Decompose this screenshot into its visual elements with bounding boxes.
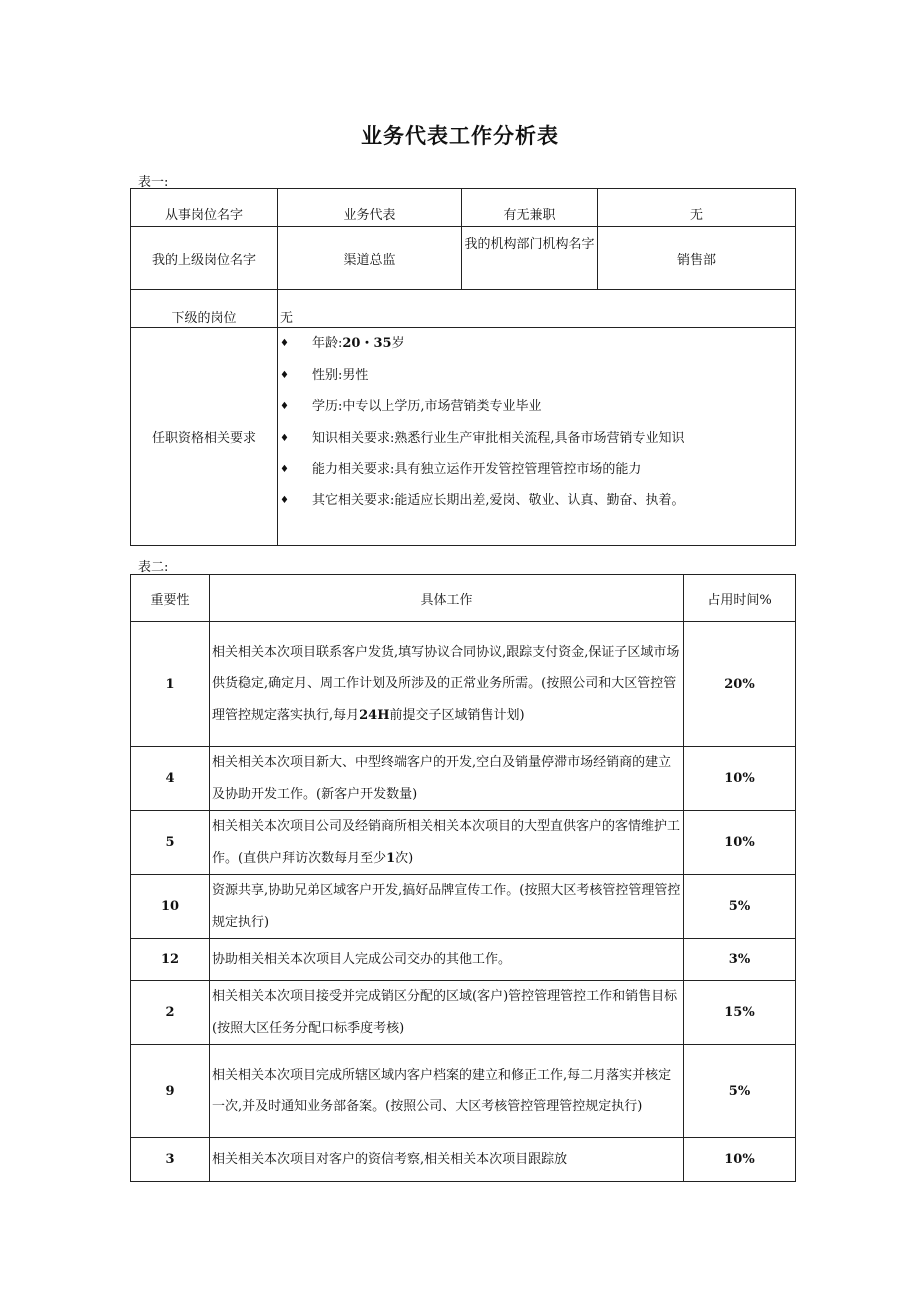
document-title: 业务代表工作分析表 [361,124,559,148]
part-time-label: 有无兼职 [462,189,598,227]
importance-cell: 2 [131,981,210,1045]
superior-label: 我的上级岗位名字 [131,227,278,290]
table-row [131,1138,796,1182]
header-importance: 重要性 [131,575,210,622]
table-row [131,747,796,811]
task-cell: 相关相关本次项目联系客户发货,填写协议合同协议,跟踪支付资金,保证子区域市场供货稳定,确定月、周工作计划及所涉及的正常业务所需。(按照公司和大区管控管理管控规定落实执行,每月24H前提交子区域销售计划) [210,622,684,747]
time-percent-cell: 3% [684,939,796,981]
post-name-value: 业务代表 [278,189,462,227]
table-row [131,622,796,747]
table-row [131,1045,796,1138]
importance-cell: 4 [131,747,210,811]
requirement-item: ♦ 学历:中专以上学历,市场营销类专业毕业 [278,391,795,423]
post-name-label: 从事岗位名字 [131,189,278,227]
superior-value: 渠道总监 [278,227,462,290]
importance-cell: 12 [131,939,210,981]
part-time-value: 无 [598,189,796,227]
time-percent-cell: 5% [684,1045,796,1138]
requirements-cell [278,328,796,546]
importance-cell: 5 [131,811,210,875]
task-cell: 协助相关相关本次项目人完成公司交办的其他工作。 [210,939,684,981]
diamond-bullet-icon: ♦ [280,495,289,506]
task-cell: 资源共享,协助兄弟区域客户开发,搞好品牌宣传工作。(按照大区考核管控管理管控规定执行) [210,875,684,939]
diamond-bullet-icon: ♦ [280,463,289,475]
time-percent-cell: 10% [684,747,796,811]
diamond-bullet-icon: ♦ [280,432,289,444]
header-task: 具体工作 [210,575,684,622]
job-info-table [130,188,796,546]
requirement-item: ♦ 能力相关要求:具有独立运作开发管控管理管控市场的能力 [278,454,795,486]
subordinate-value: 无 [278,290,796,328]
requirement-item: ♦ 年龄:20・35岁 [278,328,795,360]
table-row [131,981,796,1045]
table1-caption: 表一: [138,175,169,190]
task-cell: 相关相关本次项目新大、中型终端客户的开发,空白及销量停滞市场经销商的建立及协助开发工作。(新客户开发数量) [210,747,684,811]
time-percent-cell: 20% [684,622,796,747]
requirement-item: ♦ 知识相关要求:熟悉行业生产审批相关流程,具备市场营销专业知识 [278,423,795,454]
diamond-bullet-icon: ♦ [280,369,289,381]
importance-cell: 9 [131,1045,210,1138]
task-cell: 相关相关本次项目公司及经销商所相关相关本次项目的大型直供客户的客情维护工作。(直供户拜访次数每月至少1次) [210,811,684,875]
requirements-list [278,328,795,517]
qualification-label: 任职资格相关要求 [131,328,278,546]
task-cell: 相关相关本次项目完成所辖区域内客户档案的建立和修正工作,每二月落实并核定一次,并及时通知业务部备案。(按照公司、大区考核管控管理管控规定执行) [210,1045,684,1138]
diamond-bullet-icon: ♦ [280,401,289,412]
time-percent-cell: 5% [684,875,796,939]
table-row [131,811,796,875]
table-row [131,939,796,981]
diamond-bullet-icon: ♦ [280,338,289,349]
task-cell: 相关相关本次项目接受并完成销区分配的区域(客户)管控管理管控工作和销售目标(按照大区任务分配口标季度考核) [210,981,684,1045]
importance-cell: 3 [131,1138,210,1182]
table2-caption: 表二: [138,560,169,575]
importance-cell: 1 [131,622,210,747]
requirement-item: ♦ 性别:男性 [278,360,795,392]
subordinate-label: 下级的岗位 [131,290,278,328]
requirement-item: ♦ 其它相关要求:能适应长期出差,爱岗、敬业、认真、勤奋、执着。 [278,485,795,517]
header-time-percent: 占用时间% [684,575,796,622]
department-value: 销售部 [598,227,796,290]
time-percent-cell: 15% [684,981,796,1045]
department-label: 我的机构部门机构名字 [462,227,598,290]
importance-cell: 10 [131,875,210,939]
time-percent-cell: 10% [684,1138,796,1182]
task-cell: 相关相关本次项目对客户的资信考察,相关相关本次项目跟踪放 [210,1138,684,1182]
time-percent-cell: 10% [684,811,796,875]
work-analysis-table [130,574,796,1182]
table-row [131,875,796,939]
